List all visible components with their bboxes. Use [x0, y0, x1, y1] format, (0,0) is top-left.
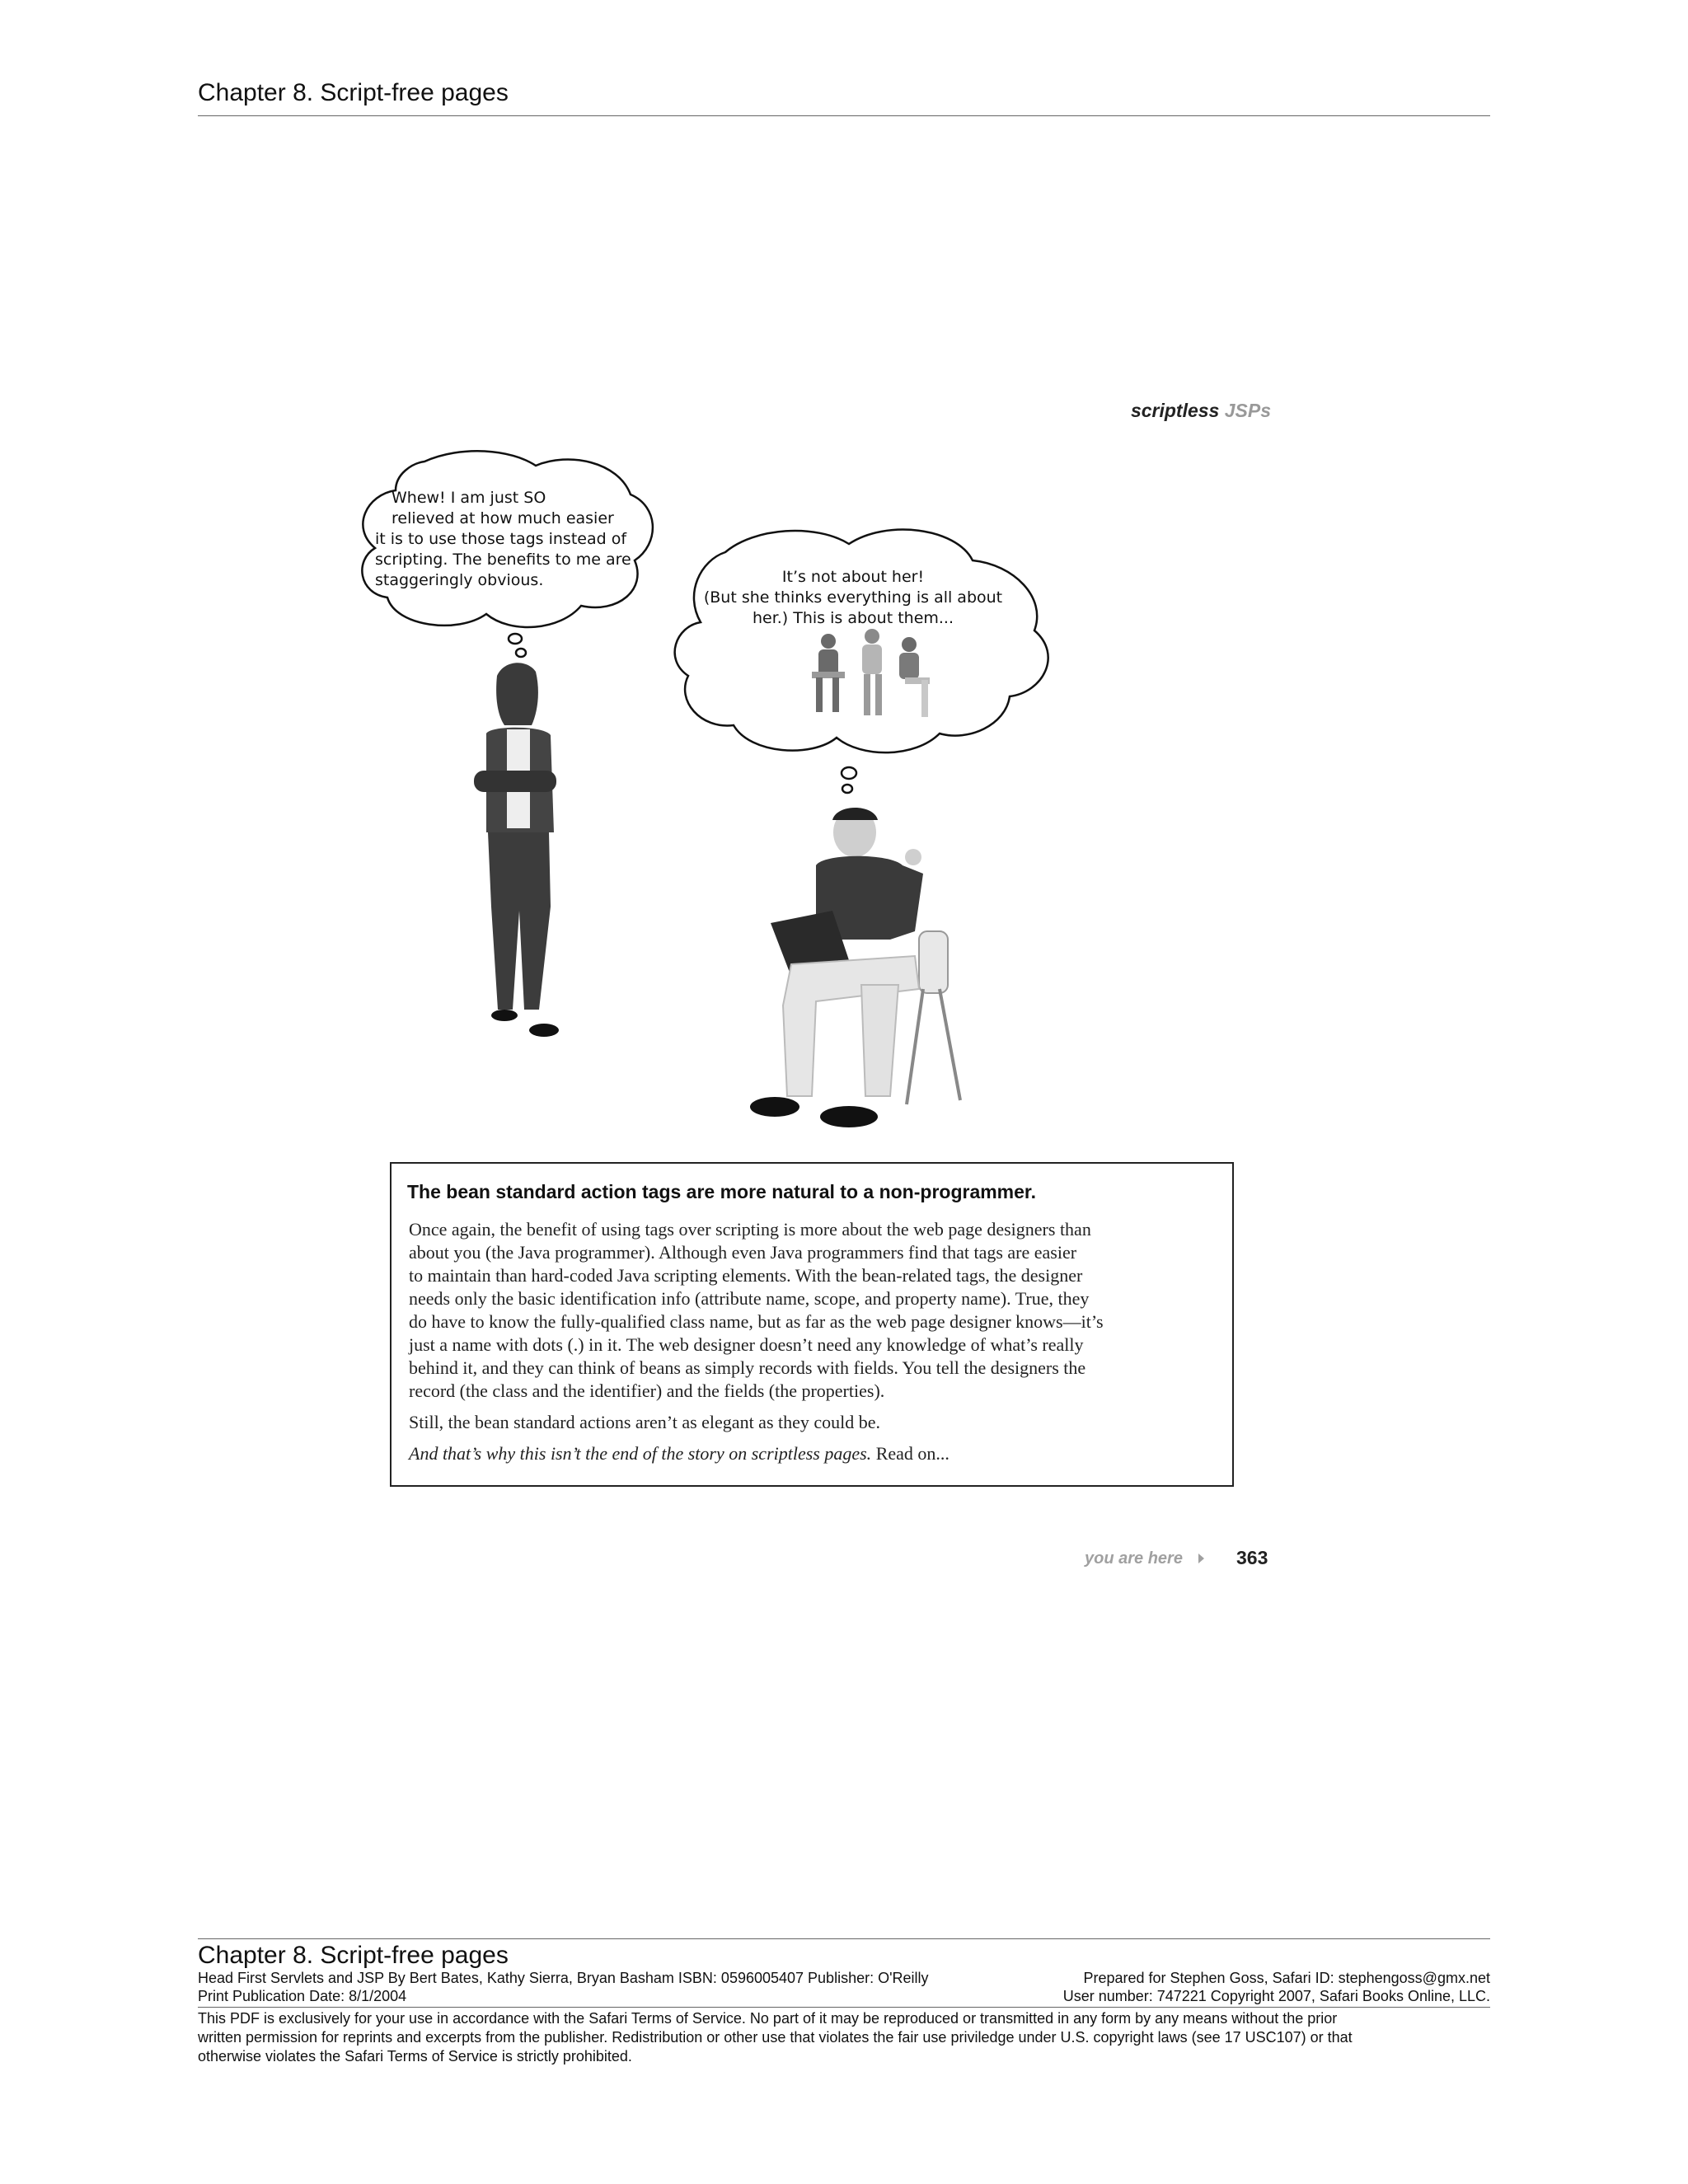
- bubble-man-line: (But she thinks everything is all about: [703, 588, 1003, 607]
- footer-book-info: Head First Servlets and JSP By Bert Bates, Kathy Sierra, Bryan Basham ISBN: 0596005407 Publisher: O'Reilly: [198, 1970, 929, 1986]
- bubble-woman-line: scripting. The benefits to me are: [375, 551, 631, 569]
- note-body: [409, 1218, 1217, 1474]
- note-read-on: Read on...: [871, 1443, 950, 1464]
- note-line: to maintain than hard-coded Java scripting elements. With the bean-related tags, the designer: [409, 1265, 1083, 1286]
- footer-user-number: User number: 747221 Copyright 2007, Safari Books Online, LLC.: [1062, 1988, 1490, 2004]
- man-figure: [750, 808, 960, 1127]
- header-rule: [198, 115, 1490, 116]
- note-paragraph-1: [409, 1218, 1217, 1403]
- footer-rule-top: [198, 1938, 1490, 1939]
- note-line: just a name with dots (.) in it. The web designer doesn’t need any knowledge of what’s really: [409, 1334, 1084, 1355]
- chapter-title: Chapter 8. Script-free pages: [198, 79, 509, 106]
- footer-legal-line: written permission for reprints and excerpts from the publisher. Redistribution or other use that violates the fair use priviledge under U.S. copyright laws (see 17 USC107) or that: [198, 2029, 1353, 2046]
- footer-prepared-for: Prepared for Stephen Goss, Safari ID: stephengoss@gmx.net: [1083, 1970, 1490, 1986]
- woman-figure: [474, 663, 559, 1037]
- note-paragraph-2: Still, the bean standard actions aren’t as elegant as they could be.: [409, 1412, 881, 1432]
- note-line: needs only the basic identification info (attribute name, scope, and property name). True, they: [409, 1288, 1090, 1309]
- thought-bubble-woman-text: [375, 488, 639, 591]
- footer-legal: [198, 2009, 1492, 2066]
- note-line: behind it, and they can think of beans as simply records with fields. You tell the designers the: [409, 1357, 1086, 1378]
- footer-pub-date: Print Publication Date: 8/1/2004: [198, 1988, 407, 2004]
- page-number: 363: [1236, 1547, 1268, 1568]
- footer-legal-line: otherwise violates the Safari Terms of Service is strictly prohibited.: [198, 2048, 632, 2064]
- running-head-grey: JSPs: [1224, 400, 1271, 421]
- running-head-bold: scriptless: [1130, 400, 1220, 421]
- footer-chapter-title: Chapter 8. Script-free pages: [198, 1942, 509, 1969]
- note-heading: The bean standard action tags are more natural to a non-programmer.: [407, 1181, 1036, 1202]
- bubble-woman-line: it is to use those tags instead of: [375, 530, 627, 548]
- bubble-woman-line: Whew! I am just SO: [392, 489, 546, 507]
- note-line: about you (the Java programmer). Although even Java programmers find that tags are easier: [409, 1242, 1077, 1263]
- bubble-woman-line: staggeringly obvious.: [375, 571, 544, 589]
- running-head: [1131, 400, 1271, 422]
- you-are-here-label: you are here: [1085, 1549, 1183, 1568]
- footer-rule-mid: [198, 2007, 1490, 2008]
- bubble-woman-line: relieved at how much easier: [392, 509, 614, 527]
- thought-bubble-man-text: [688, 567, 1018, 629]
- note-paragraph-3: [409, 1442, 1217, 1465]
- note-line: Once again, the benefit of using tags over scripting is more about the web page designers than: [409, 1219, 1091, 1240]
- footer-legal-line: This PDF is exclusively for your use in accordance with the Safari Terms of Service. No part of it may be reproduced or transmitted in any form by any means without the prior: [198, 2010, 1338, 2027]
- bubble-man-line: It’s not about her!: [781, 568, 925, 586]
- note-line: do have to know the fully-qualified class name, but as far as the web page designer knows—it’s: [409, 1311, 1104, 1332]
- note-line: record (the class and the identifier) and the fields (the properties).: [409, 1380, 885, 1401]
- note-italic: And that’s why this isn’t the end of the story on scriptless pages.: [409, 1443, 872, 1464]
- triangle-right-icon: [1198, 1554, 1204, 1563]
- bubble-man-line: her.) This is about them...: [752, 609, 954, 627]
